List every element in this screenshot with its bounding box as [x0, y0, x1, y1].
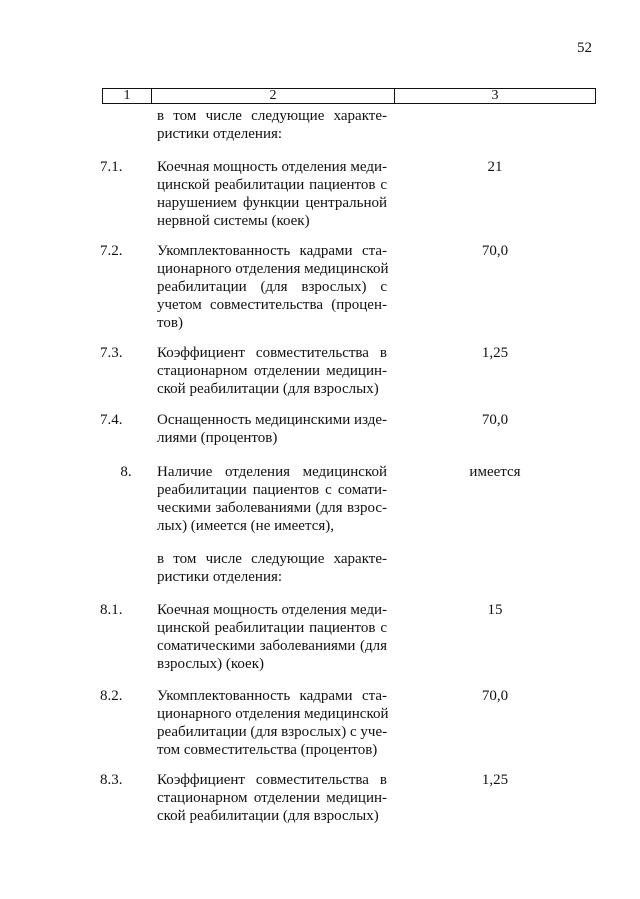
row-description [157, 411, 387, 447]
row-description-line: лиями (процентов) [157, 430, 278, 446]
row-description-line: ционарного отделения медицинской [157, 706, 389, 722]
row-value: 15 [487, 602, 503, 618]
row-description-line: нарушением функции центральной [157, 195, 387, 211]
page-number: 52 [577, 40, 592, 56]
row-description [157, 771, 387, 825]
row-description-line: Коечная мощность отделения меди- [157, 602, 387, 618]
row-number: 8.3. [100, 772, 123, 788]
row-number: 7.2. [100, 243, 123, 259]
row-description [157, 158, 387, 230]
row-description-line: реабилитации (для взрослых) с уче- [157, 724, 388, 740]
row-description-line: стационарном отделении медицин- [157, 790, 387, 806]
row-description-line: реабилитации пациентов с сомати- [157, 482, 387, 498]
row-description-line: ристики отделения: [157, 126, 283, 142]
row-description [157, 242, 387, 332]
row-description-line: лых) (имеется (не имеется), [157, 518, 334, 534]
row-description [157, 601, 387, 673]
row-description-line: ристики отделения: [157, 569, 283, 585]
row-description-line: ционарного отделения медицинской [157, 261, 389, 277]
row-description [157, 687, 387, 759]
row-number: 8.2. [100, 688, 123, 704]
row-description-line: том совместительства (процентов) [157, 742, 378, 758]
row-value: 70,0 [481, 412, 509, 428]
row-value: 21 [487, 159, 503, 175]
row-description-line: взрослых) (коек) [157, 656, 264, 672]
row-description-line: цинской реабилитации пациентов с [157, 620, 387, 636]
row-description-line: ской реабилитации (для взрослых) [157, 381, 379, 397]
table-header-col-2: 2 [152, 89, 395, 103]
table-header-col-1: 1 [103, 89, 152, 103]
row-value: 1,25 [481, 345, 509, 361]
row-description [157, 463, 387, 535]
row-description-line: нервной системы (коек) [157, 213, 310, 229]
row-number: 7.3. [100, 345, 123, 361]
table-header-col-3: 3 [491, 88, 499, 103]
row-description-line: соматическими заболеваниями (для [157, 638, 387, 654]
row-description-line: Коэффициент совместительства в [157, 772, 387, 788]
row-number: 7.1. [100, 159, 123, 175]
row-description-line: ческими заболеваниями (для взрос- [157, 500, 387, 516]
row-value: 70,0 [481, 688, 509, 704]
row-description-line: стационарном отделении медицин- [157, 363, 387, 379]
row-description-line: ской реабилитации (для взрослых) [157, 808, 379, 824]
row-description [157, 550, 387, 586]
row-description-line: Коечная мощность отделения меди- [157, 159, 387, 175]
row-value: 1,25 [481, 772, 509, 788]
row-description [157, 344, 387, 398]
table-header [102, 88, 596, 104]
row-description-line: учетом совместительства (процен- [157, 297, 387, 313]
row-number: 8. [120, 464, 132, 480]
row-description-line: Укомплектованность кадрами ста- [157, 243, 387, 259]
row-description-line: в том числе следующие характе- [157, 551, 387, 567]
row-value: 70,0 [481, 243, 509, 259]
row-description-line: тов) [157, 315, 183, 331]
row-description [157, 107, 387, 143]
row-description-line: реабилитации (для взрослых) с [157, 279, 387, 295]
row-number: 7.4. [100, 412, 123, 428]
row-description-line: Оснащенность медицинскими изде- [157, 412, 388, 428]
row-description-line: цинской реабилитации пациентов с [157, 177, 387, 193]
row-description-line: Коэффициент совместительства в [157, 345, 387, 361]
row-description-line: в том числе следующие характе- [157, 108, 387, 124]
row-number: 8.1. [100, 602, 123, 618]
row-description-line: Наличие отделения медицинской [157, 464, 387, 480]
row-value: имеется [469, 464, 521, 480]
row-description-line: Укомплектованность кадрами ста- [157, 688, 387, 704]
